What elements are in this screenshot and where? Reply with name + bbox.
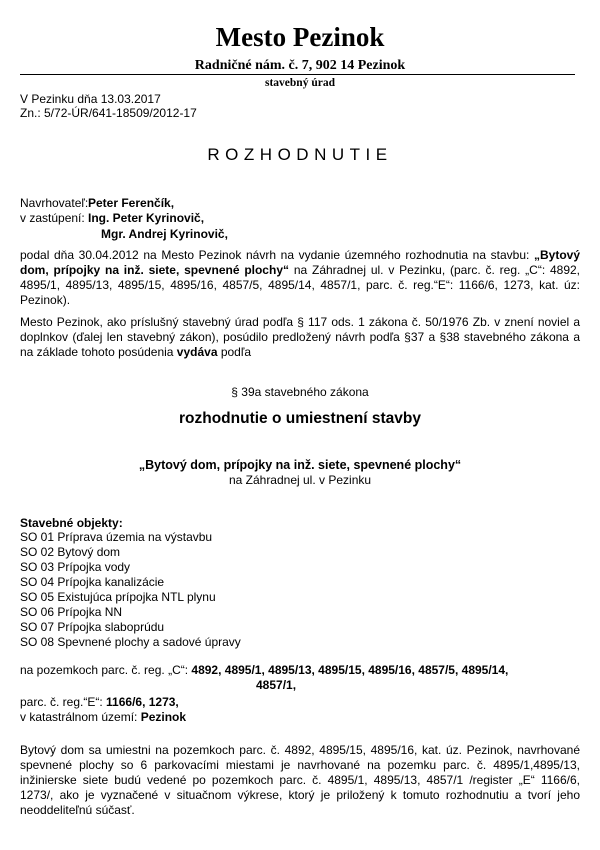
paragraph-authority-text-1: Mesto Pezinok, ako príslušný stavebný úrad podľa § 117 ods. 1 zákona č. 50/1976 Zb. v znení noviel a doplnkov (ďalej len stavebný zákon), posúdilo predložený návrh podľa §37 a §38 stavebného zákona a na základe tohoto posúdenia <box>20 315 580 359</box>
paragraph-application <box>20 248 580 308</box>
issues-word: vydáva <box>176 345 218 359</box>
file-number: Zn.: 5/72-ÚR/641-18509/2012-17 <box>20 106 197 120</box>
list-item: SO 03 Prípojka vody <box>20 560 131 574</box>
section-title: rozhodnutie o umiestnení stavby <box>179 410 421 427</box>
office-name: stavebný úrad <box>265 77 335 89</box>
paragraph-authority-text-2: podľa <box>217 345 252 359</box>
municipality-title: Mesto Pezinok <box>215 22 385 52</box>
representative-label: v zastúpení: <box>20 211 85 225</box>
paragraph-placement: Bytový dom sa umiestni na pozemkoch parc. č. 4892, 4895/15, 4895/16, kat. úz. Pezinok, navrhované spevnené plochy so 6 parkovacími miestami je navrhované na pozemku parc. č. 4895/1,4895/13, inžinierske siete budú vedené po pozemkoch parc. č. 4895/1, 4895/13, 4857/1 /register „E“ 1166/6, 1273/, ako je vyznačené v situačnom výkrese, ktorý je priložený k tomuto rozhodnutiu a tvorí jeho neoddeliteľnú súčasť. <box>20 743 580 817</box>
list-item: SO 07 Prípojka slaboprúdu <box>20 620 165 634</box>
building-name-inline: „Bytový dom, prípojky na inž. siete, spevnené plochy“ <box>20 248 580 277</box>
municipality-address: Radničné nám. č. 7, 902 14 Pezinok <box>194 58 406 73</box>
parcels-c-values: 4892, 4895/1, 4895/13, 4895/15, 4895/16, 4857/5, 4895/14, <box>191 663 509 677</box>
decision-title: ROZHODNUTIE <box>207 145 393 164</box>
objects-list <box>20 530 241 650</box>
parcels-c <box>20 663 580 678</box>
applicant-name: Peter Ferenčík, <box>88 196 175 210</box>
objects-heading: Stavebné objekty: <box>20 516 123 530</box>
representative-1: Ing. Peter Kyrinovič, <box>88 211 205 225</box>
cadastral-area <box>20 710 186 724</box>
parcels-c-label: na pozemkoch parc. č. reg. „C“: <box>20 663 192 677</box>
parcels-e-label: parc. č. reg.“E“: <box>20 695 107 709</box>
place-date: V Pezinku dňa 13.03.2017 <box>20 92 161 106</box>
building-location: na Záhradnej ul. v Pezinku <box>228 473 372 487</box>
section-reference: § 39a stavebného zákona <box>231 385 369 399</box>
list-item: SO 02 Bytový dom <box>20 545 121 559</box>
list-item: SO 05 Existujúca prípojka NTL plynu <box>20 590 216 604</box>
cadastral-area-label: v katastrálnom území: <box>20 710 141 724</box>
parcels-e <box>20 695 179 709</box>
parcels-e-values: 1166/6, 1273, <box>106 695 179 709</box>
list-item: SO 06 Prípojka NN <box>20 605 123 619</box>
paragraph-authority <box>20 315 580 360</box>
parcels-c-last: 4857/1, <box>256 678 297 692</box>
representative-row <box>20 211 204 225</box>
applicant-label: Navrhovateľ: <box>20 196 89 210</box>
cadastral-area-value: Pezinok <box>140 710 187 724</box>
list-item: SO 04 Prípojka kanalizácie <box>20 575 165 589</box>
list-item: SO 01 Príprava územia na výstavbu <box>20 530 213 544</box>
building-name: „Bytový dom, prípojky na inž. siete, spevnené plochy“ <box>138 458 462 472</box>
paragraph-application-text-1: podal dňa 30.04.2012 na Mesto Pezinok návrh na vydanie územného rozhodnutia na stavbu: <box>20 248 534 262</box>
list-item: SO 08 Spevnené plochy a sadové úpravy <box>20 635 241 649</box>
header-divider <box>20 74 575 75</box>
representative-2: Mgr. Andrej Kyrinovič, <box>101 227 228 241</box>
paragraph-application-text-2: na Záhradnej ul. v Pezinku, (parc. č. reg. „C“: 4892, 4895/1, 4895/13, 4895/15, 4895/16, 4857/5, 4895/14, 4857/1, parc. č. reg.“E“: 1166/6, 1273, kat. úz: Pezinok). <box>20 263 581 307</box>
applicant-row <box>20 196 174 210</box>
